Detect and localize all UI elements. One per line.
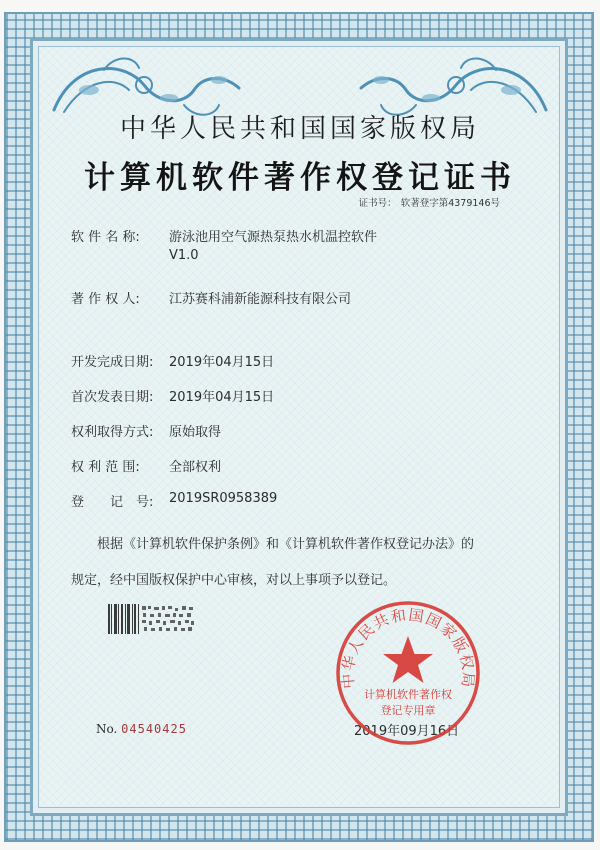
statement-line-1: 根据《计算机软件保护条例》和《计算机软件著作权登记办法》的 xyxy=(71,537,475,552)
completion-date-value: 2019年04月15日 xyxy=(169,355,275,370)
seal-line-2: 登记专用章 xyxy=(380,704,436,717)
acquisition-method-label: 权利取得方式: xyxy=(71,425,154,440)
statement-text xyxy=(71,527,531,599)
certificate-number-label: 证书号： xyxy=(358,198,397,209)
field-software-name xyxy=(71,226,377,263)
software-version: V1.0 xyxy=(169,248,199,263)
publication-date-value: 2019年04月15日 xyxy=(169,390,275,405)
certificate-number-value: 软著登字第4379146号 xyxy=(400,198,500,209)
seal-ring-text: 中华人民共和国国家版权局 xyxy=(338,605,478,690)
issue-date: 2019年09月16日 xyxy=(354,724,460,739)
completion-date-label: 开发完成日期: xyxy=(71,355,154,370)
serial-prefix: No. xyxy=(96,722,118,736)
registration-number-value: 2019SR0958389 xyxy=(169,491,278,506)
registration-number-label: 登 记 号: xyxy=(71,495,154,510)
serial-number xyxy=(96,722,187,736)
software-name-value xyxy=(169,226,377,263)
barcode-image xyxy=(108,604,196,634)
issuer-name: 中华人民共和国国家版权局 xyxy=(119,114,480,144)
seal-ring-text-container xyxy=(333,598,483,748)
certificate-number xyxy=(359,195,500,209)
copyright-holder-value: 江苏赛科浦新能源科技有限公司 xyxy=(169,292,352,307)
software-name-line1: 游泳池用空气源热泵热水机温控软件 xyxy=(169,230,378,245)
seal-line-1: 计算机软件著作权 xyxy=(364,688,452,701)
rights-scope-label: 权 利 范 围: xyxy=(71,460,140,475)
statement-line-2: 规定，经中国版权保护中心审核，对以上事项予以登记。 xyxy=(71,573,397,588)
field-registration-number xyxy=(71,491,277,510)
field-copyright-holder xyxy=(71,288,351,307)
field-publication-date xyxy=(71,386,274,405)
serial-value: 04540425 xyxy=(121,722,187,736)
software-name-label: 软 件 名 称: xyxy=(71,230,140,245)
field-acquisition-method xyxy=(71,421,221,440)
certificate-title: 计算机软件著作权登记证书 xyxy=(84,160,516,196)
field-completion-date xyxy=(71,351,274,370)
rights-scope-value: 全部权利 xyxy=(169,460,222,475)
svg-text:中华人民共和国国家版权局 xyxy=(339,606,478,690)
acquisition-method-value: 原始取得 xyxy=(169,425,222,440)
publication-date-label: 首次发表日期: xyxy=(71,390,154,405)
field-rights-scope xyxy=(71,456,221,475)
copyright-holder-label: 著 作 权 人: xyxy=(71,292,140,307)
